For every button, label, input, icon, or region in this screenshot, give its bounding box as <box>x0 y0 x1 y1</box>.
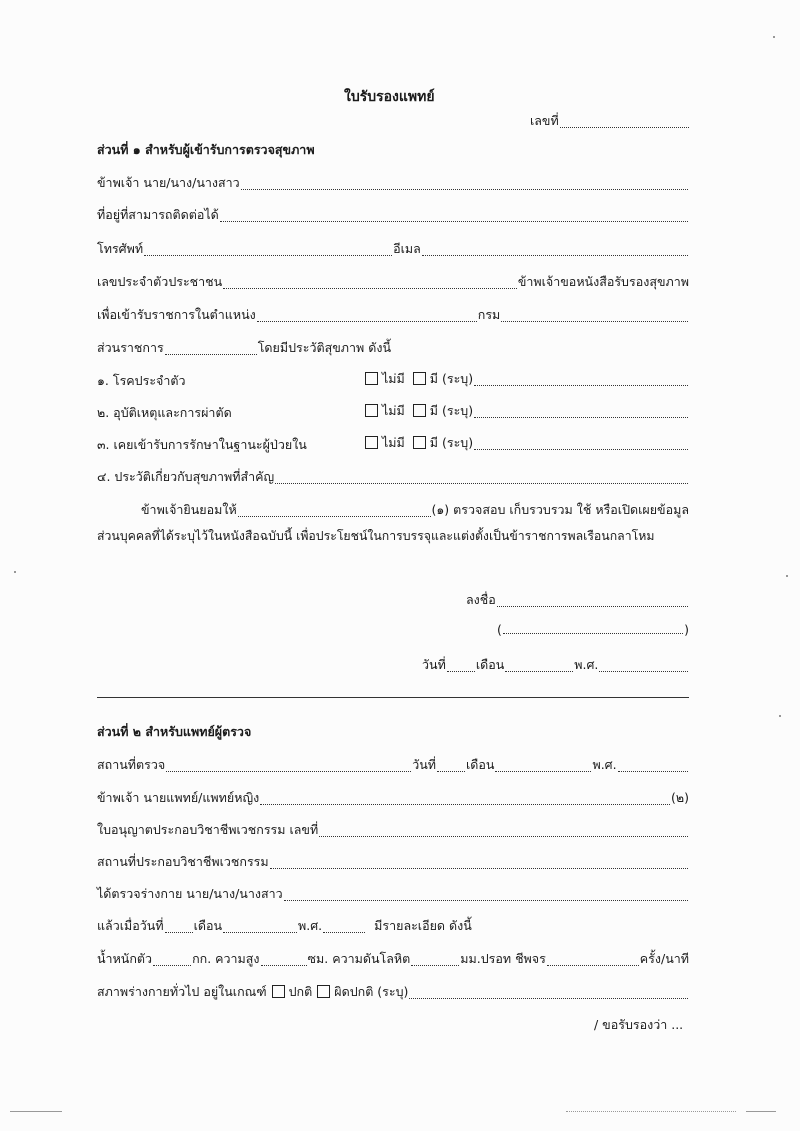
exam-day-field[interactable] <box>437 769 465 772</box>
abnormal-option[interactable] <box>317 982 408 1002</box>
item-1-yes-option[interactable] <box>413 369 473 389</box>
month-label: เดือน <box>466 757 495 772</box>
no-label: ไม่มี <box>382 435 405 450</box>
agency-line <box>97 338 391 358</box>
item-1-label: ๑. โรคประจำตัว <box>97 373 186 388</box>
when-month-field[interactable] <box>223 930 297 933</box>
item-4-line <box>97 467 689 487</box>
phone-field[interactable] <box>144 253 392 256</box>
exam-place-line <box>97 755 689 775</box>
examined-label: ได้ตรวจร่างกาย นาย/นาง/นางสาว <box>97 886 283 901</box>
doctor-name-field[interactable] <box>260 802 670 805</box>
normal-option[interactable] <box>272 982 313 1002</box>
item-2-yes-option[interactable] <box>413 401 473 421</box>
workplace-field[interactable] <box>270 866 688 869</box>
scan-speck <box>786 575 788 577</box>
month-label: เดือน <box>475 657 505 672</box>
printed-name-line <box>497 622 689 637</box>
request-label: ข้าพเจ้าขอหนังสือรับรองสุขภาพ <box>517 274 689 289</box>
normal-label: ปกติ <box>288 984 313 999</box>
sign-date-line <box>422 655 689 675</box>
name-line <box>97 173 689 193</box>
place-label: สถานที่ตรวจ <box>97 757 166 772</box>
position-line <box>97 305 689 325</box>
checkbox-icon[interactable] <box>413 404 426 417</box>
position-label: เพื่อเข้ารับราชการในตำแหน่ง <box>97 307 256 322</box>
address-line <box>97 205 689 225</box>
scan-speck <box>14 571 16 573</box>
abnormal-label: ผิดปกติ (ระบุ) <box>334 984 409 999</box>
scan-speck <box>779 715 781 717</box>
name-label: ข้าพเจ้า นาย/นาง/นางสาว <box>97 175 240 190</box>
sign-month-field[interactable] <box>505 669 573 672</box>
no-label: ไม่มี <box>382 403 405 418</box>
item-3-options <box>365 433 689 453</box>
phone-email-line <box>97 239 689 259</box>
agency-field[interactable] <box>165 352 257 355</box>
exam-month-field[interactable] <box>495 769 591 772</box>
doctor-label: ข้าพเจ้า นายแพทย์/แพทย์หญิง <box>97 790 260 805</box>
perminute-label: ครั้ง/นาที <box>639 951 689 966</box>
consent-line <box>141 500 689 520</box>
bottom-margin-line-right <box>566 1111 736 1112</box>
part2-heading: ส่วนที่ ๒ สำหรับแพทย์ผู้ตรวจ <box>97 724 252 739</box>
bottom-margin-line-far-right <box>746 1111 776 1112</box>
item-2-detail-field[interactable] <box>474 415 688 418</box>
item-2-options <box>365 401 689 421</box>
id-line <box>97 272 689 292</box>
checkbox-icon[interactable] <box>317 985 330 998</box>
bottom-margin-line-left <box>10 1111 62 1112</box>
item-3-yes-option[interactable] <box>413 433 473 453</box>
yes-label: มี (ระบุ) <box>429 403 474 418</box>
agency-label: ส่วนราชการ <box>97 340 164 355</box>
sign-day-field[interactable] <box>447 669 475 672</box>
id-label: เลขประจำตัวประชาชน <box>97 274 223 289</box>
item-1-detail-field[interactable] <box>474 383 688 386</box>
checkbox-icon[interactable] <box>365 404 378 417</box>
document-number-field[interactable] <box>560 125 689 128</box>
paren-close: ) <box>684 622 689 637</box>
workplace-label: สถานที่ประกอบวิชาชีพเวชกรรม <box>97 854 269 869</box>
paren-open: ( <box>497 622 502 637</box>
checkbox-icon[interactable] <box>365 436 378 449</box>
consent-line-2: ส่วนบุคคลที่ได้ระบุไว้ในหนังสือฉบับนี้ เพื่อประโยชน์ในการบรรจุและแต่งตั้งเป็นข้าราชการพลเรือนกลาโหม <box>97 529 655 543</box>
workplace-line <box>97 852 689 872</box>
item-2-label: ๒. อุบัติเหตุและการผ่าตัด <box>97 405 232 420</box>
place-field[interactable] <box>166 769 411 772</box>
document-number-label: เลขที่ <box>530 113 559 128</box>
phone-label: โทรศัพท์ <box>97 241 144 256</box>
item-4-label: ๔. ประวัติเกี่ยวกับสุขภาพที่สำคัญ <box>97 469 275 484</box>
checkbox-icon[interactable] <box>272 985 285 998</box>
exam-year-field[interactable] <box>618 769 688 772</box>
license-line <box>97 820 689 840</box>
dept-label: กรม <box>477 307 501 322</box>
year-label: พ.ศ. <box>592 757 617 772</box>
document-number-line <box>530 111 690 131</box>
abnormal-detail-field[interactable] <box>409 996 688 999</box>
condition-label: สภาพร่างกายทั่วไป อยู่ในเกณฑ์ <box>97 984 267 999</box>
id-field[interactable] <box>223 286 517 289</box>
height-field[interactable] <box>261 963 307 966</box>
doctor-line <box>97 788 689 808</box>
no-label: ไม่มี <box>382 371 405 386</box>
cm-label: ซม. ความดันโลหิต <box>307 951 411 966</box>
yes-label: มี (ระบุ) <box>429 371 474 386</box>
part1-heading: ส่วนที่ ๑ สำหรับผู้เข้ารับการตรวจสุขภาพ <box>97 142 315 157</box>
condition-line <box>97 982 689 1002</box>
year-label: พ.ศ. <box>574 657 599 672</box>
item-1-no-option[interactable] <box>365 369 405 389</box>
doctor-note: (๒) <box>671 790 689 805</box>
blood-pressure-field[interactable] <box>411 963 459 966</box>
signature-label: ลงชื่อ <box>466 592 496 607</box>
position-field[interactable] <box>257 319 477 322</box>
examined-name-field[interactable] <box>284 898 688 901</box>
page-title: ใบรับรองแพทย์ <box>344 89 435 105</box>
item-4-field[interactable] <box>275 481 688 484</box>
name-field[interactable] <box>241 187 688 190</box>
continue-note: / ขอรับรองว่า ... <box>594 1017 684 1032</box>
vitals-line <box>97 949 689 969</box>
details-label: มีรายละเอียด ดังนี้ <box>374 918 472 933</box>
when-year-field[interactable] <box>323 930 365 933</box>
printed-name-field[interactable] <box>503 631 683 634</box>
yes-label: มี (ระบุ) <box>429 435 474 450</box>
dept-field[interactable] <box>501 319 688 322</box>
pulse-field[interactable] <box>547 963 639 966</box>
address-field[interactable] <box>220 219 688 222</box>
consent-end: (๑) ตรวจสอบ เก็บรวบรวม ใช้ หรือเปิดเผยข้อมูล <box>431 502 689 517</box>
when-label: แล้วเมื่อวันที่ <box>97 918 164 933</box>
year-label: พ.ศ. <box>298 918 323 933</box>
sign-year-field[interactable] <box>599 669 688 672</box>
item-3-no-option[interactable] <box>365 433 405 453</box>
date-label: วันที่ <box>422 657 446 672</box>
kg-label: กก. ความสูง <box>192 951 260 966</box>
license-field[interactable] <box>319 834 688 837</box>
item-3-label: ๓. เคยเข้ารับการรักษาในฐานะผู้ป่วยใน <box>97 437 307 452</box>
weight-field[interactable] <box>153 963 191 966</box>
weight-label: น้ำหนักตัว <box>97 951 153 966</box>
examined-line <box>97 884 689 904</box>
checkbox-icon[interactable] <box>413 372 426 385</box>
checkbox-icon[interactable] <box>365 372 378 385</box>
address-label: ที่อยู่ที่สามารถติดต่อได้ <box>97 207 219 222</box>
item-1-options <box>365 369 689 389</box>
history-label: โดยมีประวัติสุขภาพ ดังนี้ <box>257 340 392 355</box>
consent-start: ข้าพเจ้ายินยอมให้ <box>141 502 237 517</box>
consent-agency-field[interactable] <box>238 514 431 517</box>
item-3-detail-field[interactable] <box>474 447 688 450</box>
month-label: เดือน <box>193 918 223 933</box>
scan-speck <box>773 36 775 38</box>
when-day-field[interactable] <box>165 930 193 933</box>
email-label: อีเมล <box>393 241 421 256</box>
license-label: ใบอนุญาตประกอบวิชาชีพเวชกรรม เลขที่ <box>97 822 319 837</box>
signature-line <box>466 590 689 610</box>
email-field[interactable] <box>422 253 688 256</box>
checkbox-icon[interactable] <box>413 436 426 449</box>
signature-field[interactable] <box>497 604 688 607</box>
item-2-no-option[interactable] <box>365 401 405 421</box>
section-divider <box>97 697 689 698</box>
when-line <box>97 916 472 936</box>
date-label: วันที่ <box>412 757 436 772</box>
pulse-label: มม.ปรอท ชีพจร <box>460 951 546 966</box>
